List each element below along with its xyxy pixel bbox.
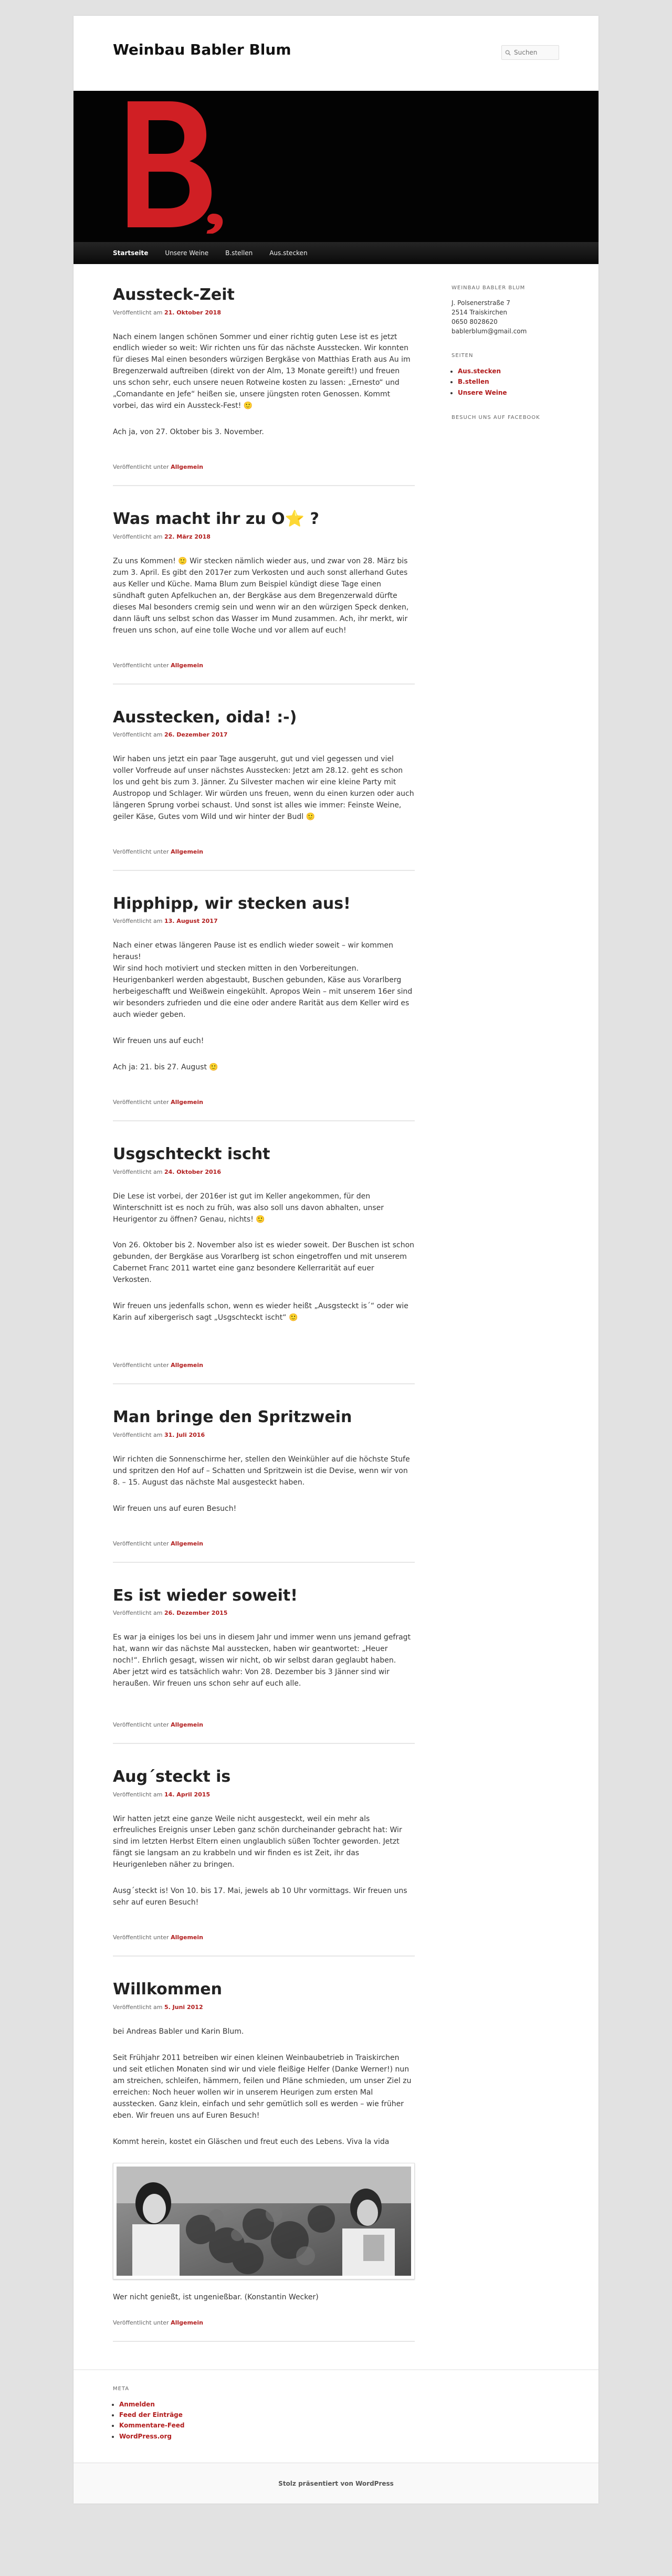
- photo-vineyard-couple: [117, 2167, 411, 2276]
- post-date[interactable]: 14. April 2015: [164, 1791, 211, 1798]
- post-paragraph: Nach einer etwas längeren Pause ist es endlich wieder soweit – wir kommen heraus! Wir sind hoch motiviert und stecken mitten in den Vorbereitungen. Heurigenbankerl werden abgestaubt, Buschen gebunden, Käse aus Vorarlberg herbeigeschafft und Weißwein eingekühlt. Apropos Wein – mit unserem 16er sind wir besonders zufrieden und die eine oder andere Rarität aus dem Keller wird es auch wieder geben.: [113, 941, 413, 1019]
- site-title[interactable]: Weinbau Babler Blum: [113, 41, 291, 58]
- widget-title: WEINBAU BABLER BLUM: [452, 285, 526, 291]
- post-category[interactable]: Allgemein: [171, 1540, 203, 1547]
- post-paragraph: Seit Frühjahr 2011 betreiben wir einen kleinen Weinbaubetrieb in Traiskirchen und seit etlichen Monaten sind wir und viele fleißige Helfer (Danke Werner!) nun am streichen, schleifen, hämmern, feilen und Pläne schmieden, um unser Ziel zu erreichen: Noch heuer wollen wir in unserem Heurigen zum ersten Mal ausstecken. Ganz klein, einfach und sehr gemütlich soll es werden – wie früher eben. Wir freuen uns auf Euren Besuch!: [113, 2053, 412, 2120]
- facebook-widget: [452, 415, 546, 420]
- post-category[interactable]: Allgemein: [171, 848, 203, 855]
- post-meta: Veröffentlicht am 14. April 2015: [113, 1791, 211, 1798]
- post-date[interactable]: 13. August 2017: [164, 918, 218, 925]
- post-title[interactable]: Willkommen: [113, 1980, 222, 1999]
- post-footer: Veröffentlicht unter Allgemein: [113, 1362, 203, 1369]
- post-date[interactable]: 24. Oktober 2016: [164, 1168, 221, 1175]
- post-paragraph: Wir richten die Sonnenschirme her, stellen den Weinkühler auf die höchste Stufe und spritzen den Hof auf – Schatten und Spritzwein ist die Devise, wenn wir von 8. – 15. August das nächste Mal ausgesteckt haben.: [113, 1455, 410, 1487]
- post-quote: Wer nicht genießt, ist ungenießbar. (Konstantin Wecker): [113, 2293, 319, 2301]
- list-item: [119, 2420, 559, 2431]
- post-title[interactable]: Hipphipp, wir stecken aus!: [113, 894, 351, 913]
- header-banner: [74, 91, 598, 242]
- post-paragraph: Wir hatten jetzt eine ganze Weile nicht ausgesteckt, weil ein mehr als erfreuliches Ereignis unser Leben ganz schön durcheinander gebracht hat: Wir sind im letzten Herbst Eltern einen unglaublich süßen Tochter geworden. Jetzt fängt sie langsam an zu krabbeln und wir finden es ist Zeit, ihr das Heurigenleben näher zu bringen.: [113, 1814, 402, 1869]
- post-category[interactable]: Allgemein: [171, 1099, 203, 1106]
- post: [113, 285, 415, 486]
- search-box[interactable]: [501, 45, 559, 60]
- post-meta: Veröffentlicht am 26. Dezember 2015: [113, 1610, 228, 1617]
- post: [113, 509, 415, 684]
- list-item: [458, 366, 546, 376]
- post-paragraph: Die Lese ist vorbei, der 2016er ist gut im Keller angekommen, für den Winterschnitt ist es noch zu früh, was also soll uns davon abhalten, unser Heurigentor zu öffnen? Genau, nichts! 🙂: [113, 1192, 384, 1224]
- post-date[interactable]: 26. Dezember 2017: [164, 731, 228, 739]
- post-date[interactable]: 21. Oktober 2018: [164, 309, 221, 316]
- site-footer: [74, 2369, 598, 2504]
- post-meta: Veröffentlicht am 21. Oktober 2018: [113, 309, 221, 316]
- post-paragraph: Ach ja, von 27. Oktober bis 3. November.: [113, 428, 264, 437]
- post: [113, 1144, 415, 1384]
- meta-link-entries-feed[interactable]: Feed der Einträge: [119, 2411, 183, 2419]
- post-paragraph: Wir freuen uns jedenfalls schon, wenn es wieder heißt „Ausgsteckt is´“ oder wie Karin auf xibergerisch sagt „Usgschteckt ischt“ 🙂: [113, 1302, 408, 1322]
- post-paragraph: Zu uns Kommen! 🙂 Wir stecken nämlich wieder aus, und zwar von 28. März bis zum 3. April. Es gibt den 2017er zum Verkosten und auch sonst allerhand Gutes aus Keller und Küche. Mama Blum zum Beispiel kündigt diese Tage einen sündhaft guten Apfelkuchen an, der Bergkäse aus dem Bregenzerwald dürfte dieses Mal besonders cremig sein und wenn wir an den würzigen Speck denken, dann läuft uns selbst schon das Wasser im Mund zusammen. Ach, ihr merkt, wir freuen uns schon, auf eine tolle Woche und vor allem auf euch!: [113, 556, 409, 635]
- footer-widgets: [74, 2369, 598, 2463]
- address-line: 2514 Traiskirchen: [452, 309, 507, 316]
- post-category[interactable]: Allgemein: [171, 1362, 203, 1369]
- post-paragraph: Es war ja einiges los bei uns in diesem Jahr und immer wenn uns jemand gefragt hat, wann wir das nächste Mal ausstecken, haben wir geantwortet: „Heuer noch!“. Ehrlich gesagt, wissen wir nicht, ob wir selbst daran geglaubt haben. Aber jetzt wird es tatsächlich wahr: Von 28. Dezember bis 3 Jänner sind wir heraußen. Wir freuen uns schon sehr auf euch alle.: [113, 1633, 411, 1688]
- post-footer: Veröffentlicht unter Allgemein: [113, 848, 203, 855]
- site-header: [74, 16, 598, 264]
- list-item: [119, 2399, 559, 2410]
- nav-item-ausstecken[interactable]: Aus.stecken: [269, 249, 308, 257]
- post-title[interactable]: Was macht ihr zu O⭐ ?: [113, 510, 319, 529]
- list-item: [458, 387, 546, 398]
- page: [74, 16, 598, 2504]
- post-meta: Veröffentlicht am 24. Oktober 2016: [113, 1168, 221, 1175]
- search-icon: [505, 50, 511, 56]
- post-footer: Veröffentlicht unter Allgemein: [113, 464, 203, 471]
- post-paragraph: Ausg´steckt is! Von 10. bis 17. Mai, jewels ab 10 Uhr vormittags. Wir freuen uns sehr auf euren Besuch!: [113, 1887, 407, 1907]
- post-title[interactable]: Aug´steckt is: [113, 1768, 231, 1786]
- post-paragraph: Von 26. Oktober bis 2. November also ist es wieder soweit. Der Buschen ist schon gebunden, der Bergkäse aus Vorarlberg ist schon eingetroffen und mit unserem Cabernet Franc 2011 wartet eine ganz besondere Kellerrarität auf euer Verkosten.: [113, 1241, 415, 1285]
- post-meta: Veröffentlicht am 5. Juni 2012: [113, 2003, 203, 2011]
- post-paragraph: Wir freuen uns auf euch!: [113, 1037, 204, 1046]
- post-footer: Veröffentlicht unter Allgemein: [113, 1540, 203, 1547]
- list-item: [119, 2431, 559, 2442]
- post-paragraph: Ach ja: 21. bis 27. August 🙂: [113, 1063, 218, 1072]
- post-title[interactable]: Ausstecken, oida! :-): [113, 708, 297, 727]
- post-paragraph: bei Andreas Babler und Karin Blum.: [113, 2027, 244, 2036]
- search-input[interactable]: [514, 49, 556, 56]
- post: [113, 708, 415, 871]
- post: [113, 1980, 415, 2341]
- post: [113, 1407, 415, 1562]
- post-footer: Veröffentlicht unter Allgemein: [113, 1099, 203, 1106]
- post: [113, 1767, 415, 1957]
- address-line: J. Polsenerstraße 7: [452, 299, 510, 307]
- post-date[interactable]: 22. März 2018: [164, 533, 211, 540]
- post-meta: Veröffentlicht am 22. März 2018: [113, 533, 211, 540]
- widget-title: SEITEN: [452, 353, 474, 359]
- sidebar-link-bstellen[interactable]: B.stellen: [458, 378, 489, 386]
- post-meta: Veröffentlicht am 31. Juli 2016: [113, 1431, 205, 1438]
- wordpress-credit-link[interactable]: Stolz präsentiert von WordPress: [278, 2479, 394, 2487]
- nav-item-unsere-weine[interactable]: Unsere Weine: [165, 249, 209, 257]
- nav-item-startseite[interactable]: Startseite: [113, 249, 149, 257]
- content-area: [113, 264, 415, 2365]
- list-item: [119, 2410, 559, 2420]
- post-category[interactable]: Allgemein: [171, 1721, 203, 1728]
- post: [113, 1586, 415, 1744]
- meta-link-wordpress[interactable]: WordPress.org: [119, 2432, 172, 2440]
- sidebar-link-ausstecken[interactable]: Aus.stecken: [458, 367, 501, 375]
- post-photo: [113, 2163, 415, 2279]
- post-title[interactable]: Man bringe den Spritzwein: [113, 1408, 352, 1427]
- site-generator: [74, 2463, 598, 2504]
- post-paragraph: Wir haben uns jetzt ein paar Tage ausgeruht, gut und viel gegessen und viel voller Vorfreude auf unser nächstes Ausstecken: Jetzt am 28.12. geht es schon los und geht bis zum 3. Jänner. Zu Silvester machen wir eine kleine Party mit Austropop und Schlager. Wir würden uns freuen, wenn du einen kurzen oder auch längeren Sprung vorbei schaust. Und sonst ist alles wie immer: Feinste Weine, geiler Käse, Gutes vom Wild und wir hinter der Budl 🙂: [113, 755, 414, 821]
- post-footer: Veröffentlicht unter Allgemein: [113, 1934, 203, 1941]
- pages-widget: [452, 353, 546, 398]
- main-navigation: [74, 242, 598, 264]
- post-title[interactable]: Usgschteckt ischt: [113, 1145, 270, 1164]
- widget-title[interactable]: BESUCH UNS AUF FACEBOOK: [452, 415, 540, 421]
- brand-logo-b: [113, 97, 228, 234]
- post-date[interactable]: 26. Dezember 2015: [164, 1610, 228, 1617]
- list-item: [458, 376, 546, 387]
- post-footer: Veröffentlicht unter Allgemein: [113, 661, 203, 669]
- meta-link-comments-feed[interactable]: Kommentare-Feed: [119, 2422, 185, 2430]
- sidebar: [452, 264, 546, 2365]
- post-category[interactable]: Allgemein: [171, 2319, 203, 2326]
- post-paragraph: Wir freuen uns auf euren Besuch!: [113, 1504, 237, 1513]
- post-meta: Veröffentlicht am 13. August 2017: [113, 918, 218, 925]
- post: [113, 894, 415, 1121]
- post-footer: Veröffentlicht unter Allgemein: [113, 2319, 203, 2326]
- post-footer: Veröffentlicht unter Allgemein: [113, 1721, 203, 1728]
- widget-title: META: [113, 2385, 130, 2392]
- post-paragraph: Nach einem langen schönen Sommer und einer richtig guten Lese ist es jetzt endlich wieder so weit: Wir richten uns für das nächste Ausstecken. Wir konnten für dieses Mal einen besonders würzigen Bergkäse von Matthias Erath aus Au im Bregenzerwald auftreiben (direkt von der Alm, 13 Monate gereift!) und freuen uns schon sehr, euch unsere neuen Rotweine kosten zu lassen: „Ernesto“ und „Comandante en Jefe“ heißen sie, unsere jüngsten roten Genossen. Kommt vorbei, das wird ein Aussteck-Fest! 🙂: [113, 332, 411, 411]
- post-category[interactable]: Allgemein: [171, 661, 203, 669]
- sidebar-link-unsere-weine[interactable]: Unsere Weine: [458, 388, 507, 396]
- post-paragraph: Kommt herein, kostet ein Gläschen und freut euch des Lebens. Viva la vida: [113, 2137, 390, 2146]
- post-title[interactable]: Es ist wieder soweit!: [113, 1586, 298, 1605]
- contact-widget: [452, 285, 546, 336]
- post-category[interactable]: Allgemein: [171, 464, 203, 471]
- nav-item-bstellen[interactable]: B.stellen: [225, 249, 253, 257]
- meta-link-login[interactable]: Anmelden: [119, 2400, 155, 2408]
- post-meta: Veröffentlicht am 26. Dezember 2017: [113, 731, 228, 739]
- post-category[interactable]: Allgemein: [171, 1934, 203, 1941]
- phone-number: 0650 8028620: [452, 318, 498, 325]
- email-address[interactable]: bablerblum@gmail.com: [452, 328, 527, 335]
- post-date[interactable]: 31. Juli 2016: [164, 1431, 205, 1438]
- post-date[interactable]: 5. Juni 2012: [164, 2003, 203, 2011]
- post-title[interactable]: Aussteck-Zeit: [113, 286, 235, 304]
